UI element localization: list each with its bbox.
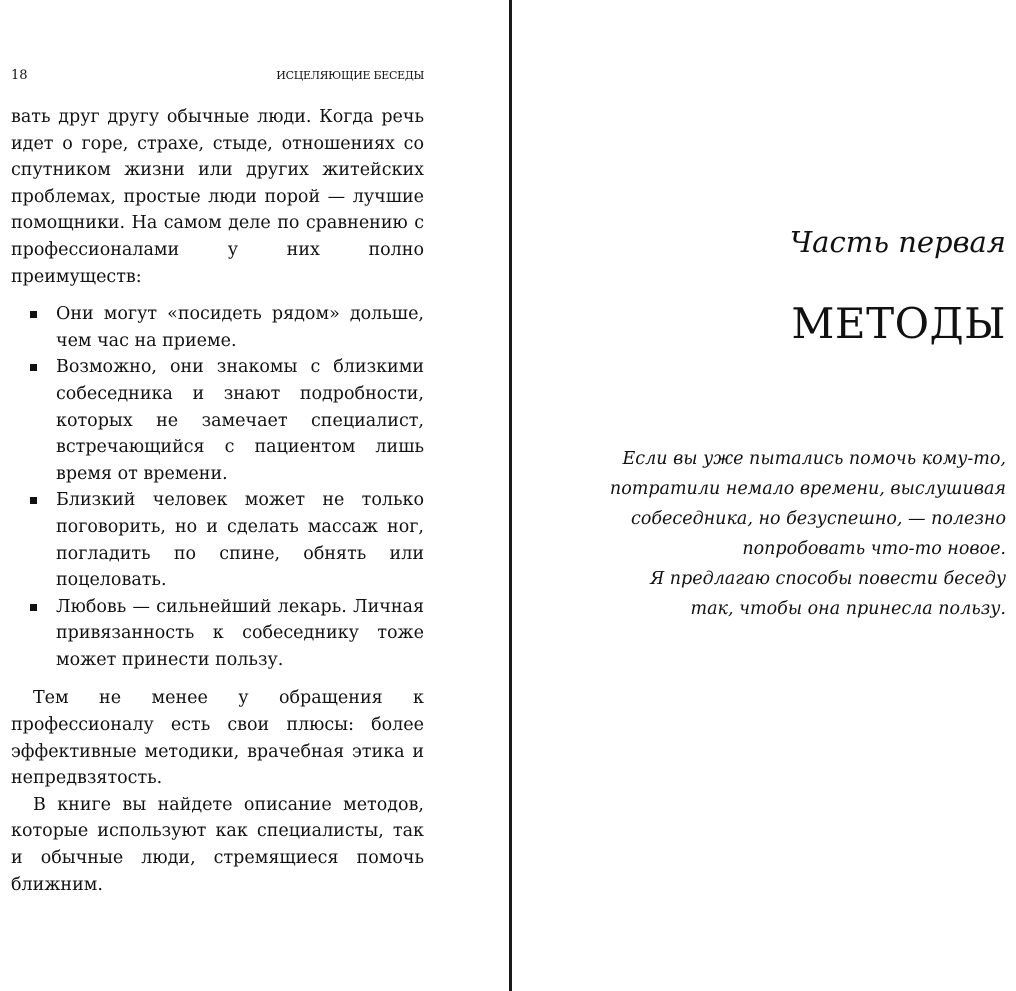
- list-item: [11, 354, 424, 487]
- body-text: [11, 104, 424, 898]
- list-item: [11, 301, 424, 354]
- advantages-list: [11, 301, 424, 673]
- list-item-text: Любовь — сильнейший лекарь. Личная привязанность к собеседнику тоже может принести пользу.: [56, 596, 424, 670]
- epigraph: [566, 444, 1006, 624]
- epigraph-line: потратили немало времени, выслушивая: [609, 479, 1006, 499]
- square-bullet-icon: [30, 311, 37, 318]
- list-item: [11, 594, 424, 674]
- list-item-text: Они могут «посидеть рядом» дольше, чем час на приеме.: [56, 304, 424, 351]
- paragraph-professional-advantages: Тем не менее у обращения к профессионалу есть свои плюсы: более эффективные методики, врачебная этика и непредвзятость.: [11, 688, 424, 789]
- page-number: 18: [11, 68, 28, 83]
- epigraph-line: так, чтобы она принесла пользу.: [690, 599, 1006, 619]
- paragraph-book-methods: В книге вы найдете описание методов, которые используют как специалисты, так и обычные люди, стремящиеся помочь ближним.: [11, 794, 424, 895]
- running-title: ИСЦЕЛЯЮЩИЕ БЕСЕДЫ: [276, 69, 424, 82]
- part-title: МЕТОДЫ: [791, 299, 1006, 348]
- square-bullet-icon: [30, 604, 37, 611]
- list-item-text: Возможно, они знакомы с близкими собеседника и знают подробности, которых не замечает специалист, встречающийся с пациентом лишь время от времени.: [56, 357, 424, 484]
- intro-paragraph: вать друг другу обычные люди. Когда речь идет о горе, страхе, стыде, отношениях со спутником жизни или других житейских проблемах, простые люди порой — лучшие помощники. На самом деле по сравнению с профессионалами у них полно преимуществ:: [11, 107, 424, 287]
- epigraph-line: Если вы уже пытались помочь кому-то,: [622, 449, 1006, 469]
- list-item: [11, 487, 424, 593]
- epigraph-line: Я предлагаю способы повести беседу: [650, 569, 1006, 589]
- part-label: Часть первая: [789, 225, 1006, 259]
- right-page: [512, 0, 1016, 991]
- epigraph-line: собеседника, но безуспешно, — полезно: [631, 509, 1006, 529]
- square-bullet-icon: [30, 364, 37, 371]
- running-head: [11, 66, 424, 86]
- list-item-text: Близкий человек может не только поговорить, но и сделать массаж ног, погладить по спине, обнять или поцеловать.: [56, 490, 424, 591]
- square-bullet-icon: [30, 497, 37, 504]
- epigraph-line: попробовать что-то новое.: [742, 539, 1006, 559]
